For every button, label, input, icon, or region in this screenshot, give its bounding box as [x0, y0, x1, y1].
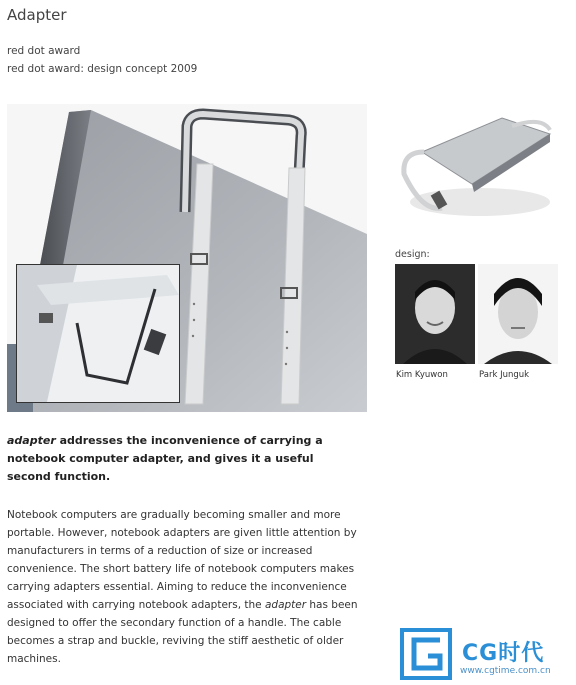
product-name-emphasis: adapter	[264, 599, 307, 611]
designer-name: Kim Kyuwon	[396, 370, 448, 380]
side-product-photo	[392, 112, 557, 227]
watermark-brand: CG时代	[462, 641, 545, 666]
body-paragraph	[7, 506, 363, 668]
designer-name: Park Junguk	[479, 370, 530, 380]
body-text: Notebook computers are gradually becoming smaller and more portable. However, notebook adapters are given little attention by manufacturers in terms of a reduction of size or increased convenience. The short battery life of notebook computers makes carrying adapters essential. Aiming to reduce the inconvenience associated with carrying notebook adapters, the	[7, 509, 357, 611]
inset-detail-photo	[16, 264, 180, 403]
design-label: design:	[395, 249, 430, 260]
watermark-url: www.cgtime.com.cn	[460, 666, 551, 676]
main-product-photo	[7, 104, 367, 412]
cgtime-logo-icon	[400, 628, 452, 680]
award-line: red dot award	[7, 45, 81, 57]
designer-portrait	[395, 264, 475, 364]
award-category: red dot award: design concept 2009	[7, 63, 198, 75]
page-title: Adapter	[7, 6, 67, 24]
cgtime-watermark-logo	[400, 628, 572, 682]
product-name-emphasis: adapter	[7, 434, 56, 447]
body-text: has been designed to offer the secondary function of a handle. The cable becomes a strap and buckle, reviving the stiff aesthetic of older machines.	[7, 599, 358, 665]
designer-portrait	[478, 264, 558, 364]
lead-text: addresses the inconvenience of carrying a notebook computer adapter, and gives it a useful second function.	[7, 434, 323, 483]
lead-paragraph	[7, 432, 357, 486]
